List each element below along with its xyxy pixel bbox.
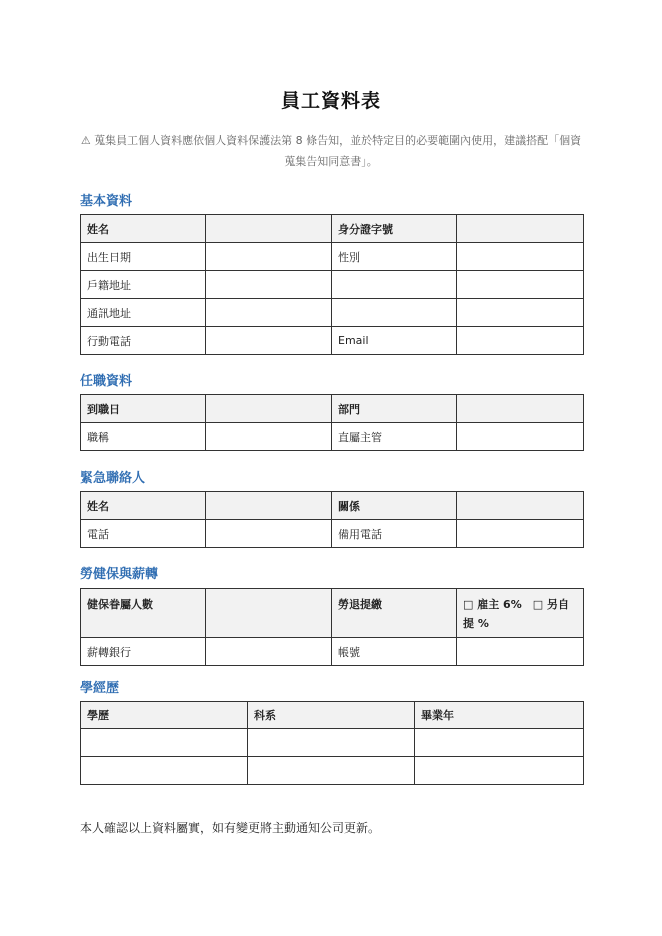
field-label xyxy=(332,271,457,299)
field-value[interactable] xyxy=(457,638,584,666)
page-title: 員工資料表 xyxy=(280,90,381,112)
field-value[interactable] xyxy=(206,492,332,520)
field-value[interactable] xyxy=(206,395,332,423)
field-label: 帳號 xyxy=(332,638,457,666)
table-cell[interactable] xyxy=(81,757,248,785)
field-label: 身分證字號 xyxy=(332,215,457,243)
table-row xyxy=(81,243,584,271)
table-row xyxy=(81,271,584,299)
table-row xyxy=(81,492,584,520)
table-cell[interactable] xyxy=(248,729,415,757)
table-row xyxy=(81,327,584,355)
table-row xyxy=(81,395,584,423)
table-header-row xyxy=(81,702,584,729)
field-value[interactable] xyxy=(457,395,584,423)
table-cell[interactable] xyxy=(248,757,415,785)
emergency-contact-table xyxy=(80,491,584,548)
field-label: 姓名 xyxy=(81,215,206,243)
table-cell[interactable] xyxy=(415,729,584,757)
field-value[interactable] xyxy=(206,243,332,271)
pension-option-checkboxes[interactable]: □ 雇主 6% □ 另自提 % xyxy=(457,589,584,638)
field-label: 關係 xyxy=(332,492,457,520)
column-header: 學歷 xyxy=(81,702,248,729)
table-cell[interactable] xyxy=(415,757,584,785)
field-label: 部門 xyxy=(332,395,457,423)
field-value[interactable] xyxy=(457,271,584,299)
table-row xyxy=(81,638,584,666)
field-value[interactable] xyxy=(457,327,584,355)
field-label: 電話 xyxy=(81,520,206,548)
field-value[interactable] xyxy=(206,299,332,327)
field-value[interactable] xyxy=(206,520,332,548)
field-label: 姓名 xyxy=(81,492,206,520)
field-value[interactable] xyxy=(206,638,332,666)
field-value[interactable] xyxy=(206,589,332,638)
field-label: 戶籍地址 xyxy=(81,271,206,299)
table-cell[interactable] xyxy=(81,729,248,757)
field-value[interactable] xyxy=(206,215,332,243)
field-value[interactable] xyxy=(457,215,584,243)
table-row xyxy=(81,729,584,757)
field-label: 性別 xyxy=(332,243,457,271)
insurance-payroll-table xyxy=(80,588,584,666)
field-label: 勞退提繳 xyxy=(332,589,457,638)
field-label: 直屬主管 xyxy=(332,423,457,451)
table-row xyxy=(81,589,584,638)
table-row xyxy=(81,215,584,243)
field-value[interactable] xyxy=(206,423,332,451)
field-label: 到職日 xyxy=(81,395,206,423)
field-value[interactable] xyxy=(457,520,584,548)
field-value[interactable] xyxy=(457,423,584,451)
confirmation-statement: 本人確認以上資料屬實，如有變更將主動通知公司更新。 xyxy=(80,821,381,835)
table-row xyxy=(81,299,584,327)
section-title-insurance: 勞健保與薪轉 xyxy=(80,567,159,582)
field-value[interactable] xyxy=(206,327,332,355)
field-label: 薪轉銀行 xyxy=(81,638,206,666)
field-label: Email xyxy=(332,327,457,355)
field-value[interactable] xyxy=(457,243,584,271)
section-title-basic: 基本資料 xyxy=(80,194,133,209)
section-title-emergency: 緊急聯絡人 xyxy=(80,471,146,486)
field-value[interactable] xyxy=(457,492,584,520)
table-row xyxy=(81,520,584,548)
table-row xyxy=(81,757,584,785)
table-row xyxy=(81,423,584,451)
field-value[interactable] xyxy=(457,299,584,327)
field-label xyxy=(332,299,457,327)
employment-table xyxy=(80,394,584,451)
field-label: 職稱 xyxy=(81,423,206,451)
field-label: 健保眷屬人數 xyxy=(81,589,206,638)
privacy-notice: ⚠ 蒐集員工個人資料應依個人資料保護法第 8 條告知，並於特定目的必要範圍內使用，建議搭配「個資蒐集告知同意書」。 xyxy=(80,134,582,168)
section-title-employment: 任職資料 xyxy=(80,374,133,389)
section-title-education: 學經歷 xyxy=(80,681,120,696)
field-label: 備用電話 xyxy=(332,520,457,548)
field-label: 行動電話 xyxy=(81,327,206,355)
column-header: 科系 xyxy=(248,702,415,729)
column-header: 畢業年 xyxy=(415,702,584,729)
basic-info-table xyxy=(80,214,584,355)
education-table xyxy=(80,701,584,785)
field-label: 通訊地址 xyxy=(81,299,206,327)
field-value[interactable] xyxy=(206,271,332,299)
field-label: 出生日期 xyxy=(81,243,206,271)
